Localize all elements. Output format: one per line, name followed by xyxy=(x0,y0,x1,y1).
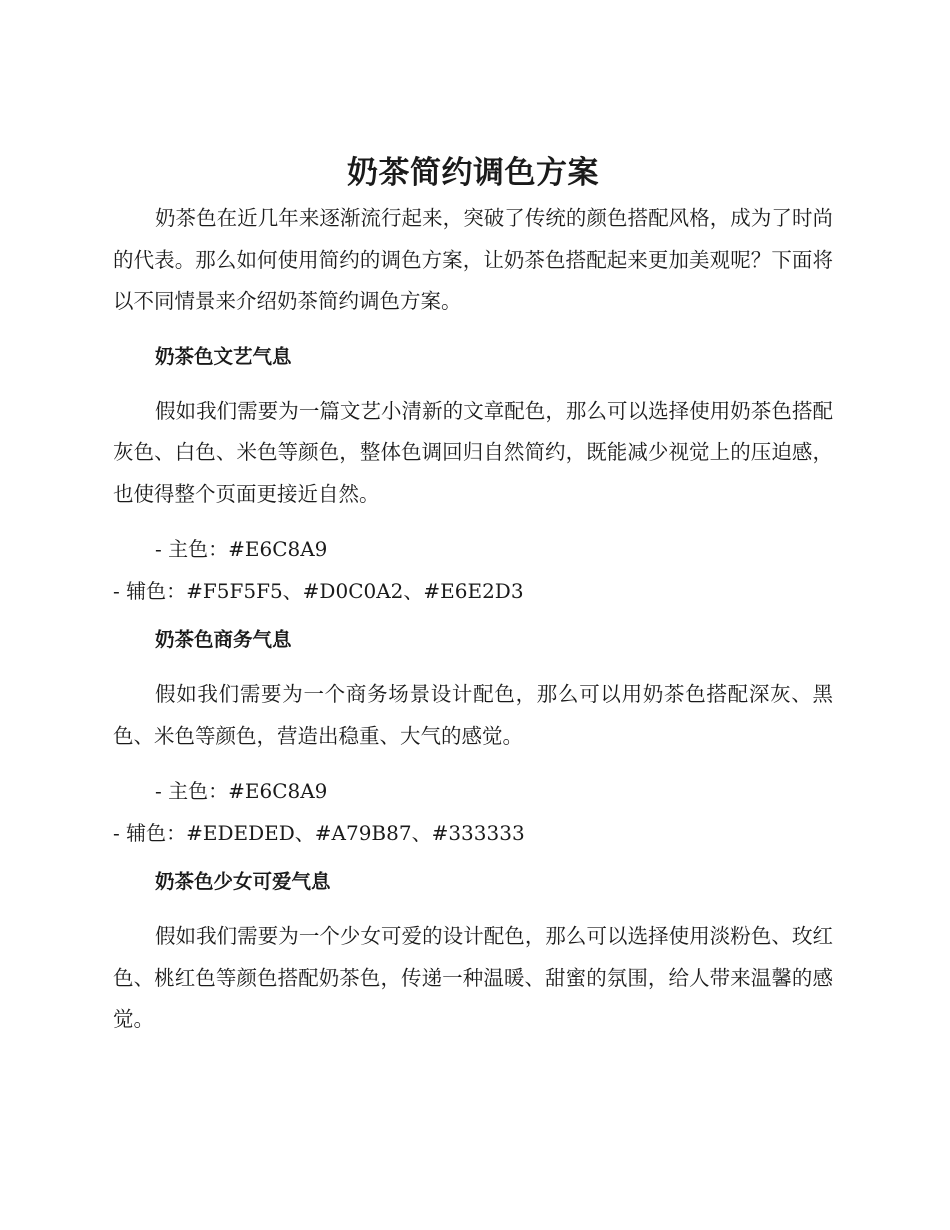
document-title: 奶茶简约调色方案 xyxy=(347,155,599,191)
section-heading: 奶茶色商务气息 xyxy=(155,628,292,651)
section-heading: 奶茶色少女可爱气息 xyxy=(155,870,331,893)
main-color-line: - 主色：#E6C8A9 xyxy=(155,779,328,803)
section-business xyxy=(113,625,833,848)
section-literary xyxy=(113,342,833,607)
aux-color-line: - 辅色：#EDEDED、#A79B87、#333333 xyxy=(113,821,525,845)
document-page xyxy=(113,148,833,1041)
intro-paragraph: 奶茶色在近几年来逐渐流行起来，突破了传统的颜色搭配风格，成为了时尚的代表。那么如何使用简约的调色方案，让奶茶色搭配起来更加美观呢？下面将以不同情景来介绍奶茶简约调色方案。 xyxy=(113,206,833,313)
section-girly xyxy=(113,867,833,1041)
section-heading: 奶茶色文艺气息 xyxy=(155,344,292,368)
main-color-line: - 主色：#E6C8A9 xyxy=(155,537,328,561)
section-body: 假如我们需要为一个少女可爱的设计配色，那么可以选择使用淡粉色、玫红色、桃红色等颜色搭配奶茶色，传递一种温暖、甜蜜的氛围，给人带来温馨的感觉。 xyxy=(113,924,833,1031)
section-body: 假如我们需要为一个商务场景设计配色，那么可以用奶茶色搭配深灰、黑色、米色等颜色，营造出稳重、大气的感觉。 xyxy=(113,682,833,748)
aux-color-line: - 辅色：#F5F5F5、#D0C0A2、#E6E2D3 xyxy=(113,579,524,603)
section-body: 假如我们需要为一篇文艺小清新的文章配色，那么可以选择使用奶茶色搭配灰色、白色、米色等颜色，整体色调回归自然简约，既能减少视觉上的压迫感，也使得整个页面更接近自然。 xyxy=(113,398,833,506)
